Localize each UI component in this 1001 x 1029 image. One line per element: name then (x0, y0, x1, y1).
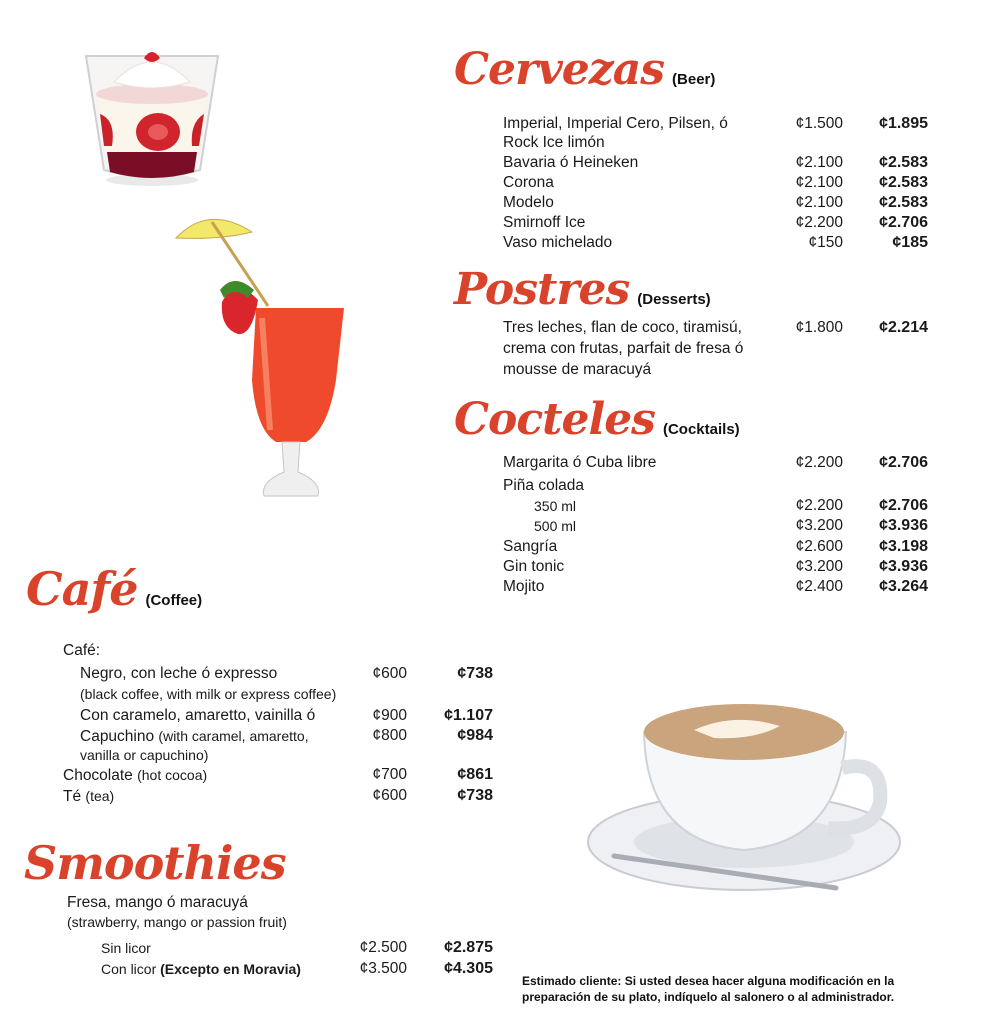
cocteles-item-price: ¢2.200 (795, 454, 843, 471)
smoothies-item-total: ¢2.875 (444, 939, 493, 956)
cafe-item-note: (with caramel, amaretto, (158, 728, 309, 744)
smoothies-item-line (101, 959, 301, 979)
cafe-item-name: Capuchino (80, 728, 155, 745)
cervezas-subtitle: (Beer) (672, 71, 716, 88)
cervezas-item-total: ¢2.583 (879, 194, 928, 211)
cafe-item-name: Negro, con leche ó expresso (80, 665, 278, 682)
cervezas-item-price: ¢150 (808, 234, 843, 251)
cafe-item-name: Chocolate (63, 767, 133, 784)
postres-line: mousse de maracuyá (503, 361, 652, 378)
smoothies-item-name: Con licor (101, 961, 157, 977)
cafe-item-name: Té (63, 788, 82, 805)
cafe-item-total: ¢1.107 (444, 707, 493, 724)
cafe-item-total: ¢861 (457, 766, 493, 783)
smoothies-line: (strawberry, mango or passion fruit) (67, 914, 287, 930)
cervezas-item-price: ¢2.100 (795, 174, 843, 191)
postres-line: crema con frutas, parfait de fresa ó (503, 340, 744, 357)
cocteles-subitem-name: 500 ml (534, 518, 577, 534)
cafe-item-price: ¢900 (372, 707, 407, 724)
footer-note-line2: preparación de su plato, indíquelo al salonero o al administrador. (522, 990, 895, 1004)
cocteles-item-total: ¢2.706 (879, 497, 928, 514)
smoothies-item-name: Sin licor (101, 940, 151, 956)
cervezas-item-total: ¢2.583 (879, 154, 928, 171)
postres-title: Postres (454, 264, 630, 315)
cafe-item-total: ¢984 (457, 727, 493, 744)
cocteles-item-price: ¢2.200 (795, 497, 843, 514)
postres-price: ¢1.800 (795, 319, 843, 336)
cafe-label: Café: (63, 642, 101, 659)
postres-heading (454, 264, 711, 315)
cafe-heading (26, 562, 202, 616)
smoothies-item-price: ¢3.500 (359, 960, 407, 977)
cocteles-item-total: ¢3.198 (879, 538, 928, 555)
cocteles-subitem-name: 350 ml (534, 498, 577, 514)
cervezas-item-name: Corona (503, 174, 554, 191)
smoothies-title: Smoothies (24, 836, 286, 890)
cocteles-item-total: ¢3.264 (879, 578, 928, 595)
cocteles-item-price: ¢3.200 (795, 558, 843, 575)
cafe-item-note: vanilla or capuchino) (80, 747, 209, 763)
cafe-item-name: Con caramelo, amaretto, vainilla ó (80, 707, 316, 724)
smoothies-line: Fresa, mango ó maracuyá (67, 894, 248, 911)
cafe-item-line (63, 765, 207, 786)
footer-note-line1: Estimado cliente: Si usted desea hacer alguna modificación en la (522, 974, 895, 988)
cervezas-item-name: Smirnoff Ice (503, 214, 586, 231)
cervezas-item-total: ¢185 (892, 234, 928, 251)
cocteles-item-total: ¢3.936 (879, 558, 928, 575)
cafe-item-line (80, 726, 309, 747)
cocteles-item-name: Margarita ó Cuba libre (503, 454, 657, 471)
cervezas-item-price: ¢2.100 (795, 154, 843, 171)
postres-subtitle: (Desserts) (637, 291, 711, 308)
cafe-item-note: (black coffee, with milk or express coffee) (80, 686, 337, 702)
smoothies-item-total: ¢4.305 (444, 960, 493, 977)
cervezas-item-price: ¢2.200 (795, 214, 843, 231)
cervezas-item-name: Modelo (503, 194, 554, 211)
postres-total: ¢2.214 (879, 319, 928, 336)
cervezas-item-name-cont: Rock Ice limón (503, 134, 605, 151)
cervezas-item-name: Vaso michelado (503, 234, 613, 251)
smoothies-item-note: (Excepto en Moravia) (160, 961, 301, 977)
smoothies-heading (24, 836, 286, 890)
cocteles-heading (454, 394, 740, 445)
cervezas-item-price: ¢1.500 (795, 115, 843, 132)
cervezas-item-name: Bavaria ó Heineken (503, 154, 639, 171)
cafe-item-price: ¢700 (372, 766, 407, 783)
cafe-item-total: ¢738 (457, 665, 493, 682)
cocteles-item-name: Piña colada (503, 477, 585, 494)
smoothies-item-price: ¢2.500 (359, 939, 407, 956)
cafe-item-price: ¢600 (372, 787, 407, 804)
cocteles-item-price: ¢2.400 (795, 578, 843, 595)
cocteles-item-price: ¢2.600 (795, 538, 843, 555)
cafe-subtitle: (Coffee) (145, 592, 203, 609)
cervezas-item-name: Imperial, Imperial Cero, Pilsen, ó (503, 115, 728, 132)
cafe-item-total: ¢738 (457, 787, 493, 804)
postres-line: Tres leches, flan de coco, tiramisú, (503, 319, 742, 336)
cervezas-item-price: ¢2.100 (795, 194, 843, 211)
cafe-item-note: (tea) (85, 788, 115, 804)
cervezas-heading (454, 44, 715, 95)
cervezas-item-total: ¢2.583 (879, 174, 928, 191)
cocteles-item-name: Gin tonic (503, 558, 565, 575)
cafe-item-line (63, 786, 114, 807)
cervezas-item-total: ¢2.706 (879, 214, 928, 231)
cervezas-title: Cervezas (454, 44, 665, 95)
cafe-item-note: (hot cocoa) (137, 767, 208, 783)
cocteles-title: Cocteles (454, 394, 655, 445)
cocteles-item-name: Mojito (503, 578, 545, 595)
cocteles-subtitle: (Cocktails) (662, 421, 740, 438)
cocteles-item-name: Sangría (503, 538, 558, 555)
cafe-title: Café (26, 562, 138, 616)
cervezas-item-total: ¢1.895 (879, 115, 928, 132)
cocteles-item-total: ¢2.706 (879, 454, 928, 471)
cocteles-item-price: ¢3.200 (795, 517, 843, 534)
parfait-dessert-image (78, 42, 226, 192)
smoothie-glass-image (172, 210, 352, 505)
cocteles-item-total: ¢3.936 (879, 517, 928, 534)
cafe-item-price: ¢800 (372, 727, 407, 744)
coffee-cup-image (584, 692, 916, 904)
cafe-item-price: ¢600 (372, 665, 407, 682)
